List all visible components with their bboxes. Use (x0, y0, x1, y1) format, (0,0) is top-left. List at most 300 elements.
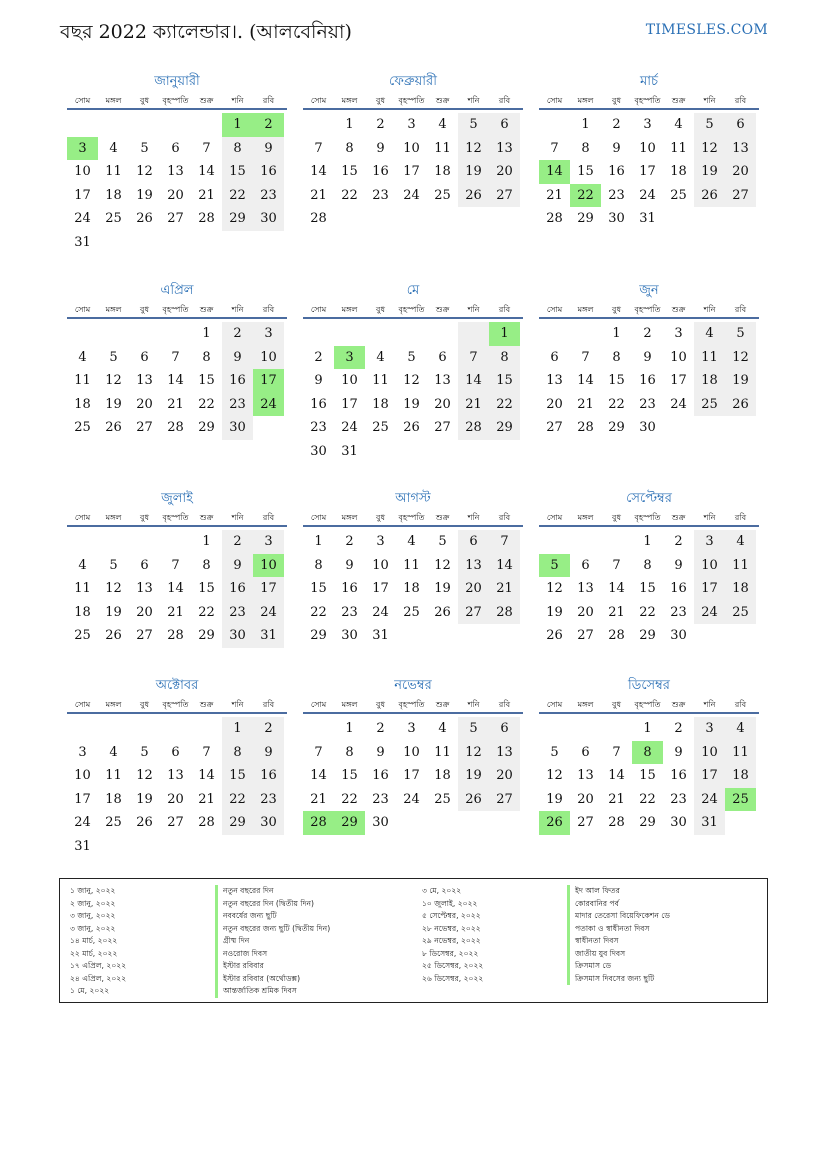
day-cell: 5 (140, 744, 149, 760)
month-block (67, 281, 287, 440)
day-cell: 12 (136, 164, 153, 179)
day-cell: 2 (674, 721, 683, 736)
day-cell: 25 (403, 604, 420, 620)
weekday-label: সোম (74, 305, 91, 314)
day-cell: 2 (222, 530, 253, 554)
weekday-header (303, 92, 523, 110)
day-cell: 7 (458, 346, 489, 370)
day-grid (303, 113, 523, 231)
day-cell: 18 (372, 396, 389, 412)
day-cell: 29 (222, 207, 253, 231)
day-cell: 3 (334, 346, 365, 370)
day-cell: 16 (253, 160, 284, 184)
month-name: নভেম্বর (394, 678, 432, 693)
day-cell: 23 (670, 604, 687, 620)
month-name: জানুয়ারী (154, 74, 200, 89)
empty-day-cell (334, 322, 365, 346)
day-cell: 9 (674, 744, 683, 760)
weekday-label: বুধ (612, 96, 621, 105)
day-cell: 29 (489, 416, 520, 440)
weekday-label: মঙ্গল (105, 513, 122, 522)
day-cell: 17 (253, 577, 284, 601)
day-cell: 25 (372, 420, 389, 435)
weekday-label: শুক্র (435, 305, 450, 314)
day-cell: 23 (341, 604, 358, 620)
weekday-label: বুধ (376, 700, 385, 709)
day-cell: 18 (725, 577, 756, 601)
day-cell: 17 (403, 768, 420, 783)
day-cell: 26 (725, 393, 756, 417)
empty-day-cell (303, 322, 334, 346)
empty-day-cell (67, 113, 98, 137)
day-cell: 20 (577, 604, 594, 620)
day-cell: 15 (489, 369, 520, 393)
weekday-label: রবি (498, 513, 511, 522)
day-cell: 31 (253, 624, 284, 648)
day-cell: 10 (74, 164, 91, 179)
day-cell: 29 (198, 420, 215, 435)
empty-day-cell (129, 530, 160, 554)
day-cell: 23 (253, 788, 284, 812)
day-cell: 13 (167, 164, 184, 179)
day-cell: 5 (458, 113, 489, 137)
day-cell: 6 (489, 717, 520, 741)
day-cell: 8 (581, 140, 590, 156)
day-cell: 30 (341, 628, 358, 643)
day-cell: 1 (643, 721, 652, 736)
day-cell: 24 (74, 211, 91, 226)
day-cell: 24 (253, 393, 284, 417)
holiday-date: ১৪ মার্চ, ২০২২ (70, 936, 118, 945)
day-cell: 19 (136, 791, 153, 807)
weekday-label: শুক্র (435, 96, 450, 105)
day-grid (539, 113, 759, 231)
day-cell: 16 (341, 581, 358, 596)
empty-day-cell (570, 717, 601, 741)
empty-day-cell (98, 530, 129, 554)
holiday-name: গ্রীষ্ম দিন (215, 935, 330, 948)
day-cell: 25 (725, 788, 756, 812)
day-cell: 11 (670, 140, 687, 156)
month-block (303, 489, 523, 648)
day-cell: 2 (253, 113, 284, 137)
month-block (539, 281, 759, 440)
day-cell: 17 (372, 581, 389, 596)
day-cell: 18 (105, 187, 122, 203)
day-cell: 5 (109, 349, 118, 365)
day-cell: 20 (725, 160, 756, 184)
day-cell: 11 (403, 557, 420, 573)
weekday-label: শুক্র (435, 513, 450, 522)
day-cell: 10 (372, 557, 389, 573)
day-cell: 5 (550, 744, 559, 760)
day-cell: 26 (539, 811, 570, 835)
day-grid (67, 530, 287, 648)
day-cell: 2 (345, 534, 354, 549)
month-name: ডিসেম্বর (628, 678, 670, 693)
day-cell: 16 (670, 581, 687, 596)
day-cell: 12 (136, 768, 153, 783)
day-cell: 3 (407, 117, 416, 132)
weekday-label: সোম (310, 305, 327, 314)
day-cell: 7 (550, 140, 559, 156)
day-cell: 13 (136, 581, 153, 596)
empty-day-cell (129, 322, 160, 346)
day-cell: 4 (438, 721, 447, 736)
weekday-label: মঙ্গল (341, 513, 358, 522)
weekday-label: বৃহস্পতি (634, 700, 661, 709)
day-cell: 14 (167, 373, 184, 388)
day-cell: 17 (341, 396, 358, 412)
weekday-label: বুধ (140, 96, 149, 105)
day-cell: 1 (345, 117, 354, 132)
day-cell: 15 (310, 581, 327, 596)
day-cell: 16 (222, 369, 253, 393)
day-cell: 23 (222, 601, 253, 625)
day-cell: 30 (253, 207, 284, 231)
day-cell: 1 (314, 534, 323, 549)
day-cell: 23 (222, 393, 253, 417)
day-cell: 15 (222, 160, 253, 184)
weekday-label: শনি (231, 305, 244, 314)
day-cell: 7 (612, 744, 621, 760)
day-cell: 18 (74, 604, 91, 620)
day-cell: 12 (105, 373, 122, 388)
day-cell: 9 (314, 373, 323, 388)
weekday-label: বৃহস্পতি (162, 96, 189, 105)
empty-day-cell (160, 113, 191, 137)
holiday-names-col-2 (567, 885, 670, 985)
holiday-name: ক্রিসমাস দিবসের জন্য ছুটি (567, 973, 670, 986)
weekday-header (67, 696, 287, 714)
day-cell: 26 (546, 628, 563, 643)
weekday-label: শনি (231, 513, 244, 522)
empty-day-cell (539, 530, 570, 554)
weekday-label: রবি (734, 96, 747, 105)
weekday-label: সোম (74, 513, 91, 522)
weekday-label: রবি (262, 96, 275, 105)
day-cell: 16 (253, 764, 284, 788)
day-cell: 14 (310, 164, 327, 179)
day-cell: 26 (434, 604, 451, 620)
day-cell: 17 (74, 187, 91, 203)
day-cell: 28 (489, 601, 520, 625)
day-cell: 10 (403, 744, 420, 760)
month-block (67, 676, 287, 858)
day-cell: 7 (314, 744, 323, 760)
empty-day-cell (98, 113, 129, 137)
day-cell: 19 (725, 369, 756, 393)
month-name: এপ্রিল (160, 283, 194, 298)
empty-day-cell (160, 322, 191, 346)
day-cell: 13 (546, 373, 563, 388)
day-cell: 10 (341, 373, 358, 388)
day-cell: 17 (253, 369, 284, 393)
day-cell: 25 (434, 187, 451, 203)
page-title: বছর 2022 ক্যালেন্ডার।. (আলবেনিয়া) (60, 21, 352, 43)
day-cell: 6 (458, 530, 489, 554)
day-cell: 8 (345, 744, 354, 760)
day-cell: 13 (489, 741, 520, 765)
brand-link[interactable]: TIMESLES.COM (645, 22, 768, 38)
day-cell: 17 (74, 791, 91, 807)
holiday-date: ১ মে, ২০২২ (70, 986, 110, 995)
day-cell: 26 (458, 788, 489, 812)
weekday-header (539, 696, 759, 714)
day-cell: 22 (341, 187, 358, 203)
day-cell: 27 (167, 211, 184, 226)
day-cell: 28 (608, 628, 625, 643)
weekday-label: মঙ্গল (105, 305, 122, 314)
day-cell: 11 (694, 346, 725, 370)
weekday-label: মঙ্গল (341, 96, 358, 105)
day-cell: 4 (78, 349, 87, 365)
day-cell: 3 (694, 530, 725, 554)
day-cell: 10 (670, 349, 687, 365)
day-cell: 29 (608, 420, 625, 435)
day-cell: 11 (74, 581, 91, 596)
day-cell: 19 (403, 396, 420, 412)
day-grid (539, 717, 759, 835)
day-cell: 23 (639, 396, 656, 412)
day-cell: 17 (639, 164, 656, 179)
day-cell: 22 (310, 604, 327, 620)
day-cell: 29 (639, 815, 656, 830)
day-cell: 21 (608, 604, 625, 620)
day-cell: 26 (136, 211, 153, 226)
day-cell: 5 (109, 557, 118, 573)
weekday-label: রবি (498, 305, 511, 314)
day-cell: 24 (639, 187, 656, 203)
day-cell: 13 (434, 373, 451, 388)
weekday-header (539, 92, 759, 110)
day-cell: 6 (581, 744, 590, 760)
weekday-label: রবি (734, 700, 747, 709)
day-cell: 27 (136, 628, 153, 643)
day-cell: 7 (171, 557, 180, 573)
day-cell: 9 (376, 140, 385, 156)
empty-day-cell (98, 717, 129, 741)
day-cell: 8 (202, 349, 211, 365)
day-cell: 31 (74, 838, 91, 854)
day-cell: 16 (670, 768, 687, 783)
month-name: সেপ্টেম্বর (626, 491, 672, 506)
day-cell: 11 (434, 744, 451, 760)
weekday-header (303, 301, 523, 319)
day-cell: 23 (670, 791, 687, 807)
day-cell: 26 (458, 184, 489, 208)
holiday-name: নতুন বছরের দিন (215, 885, 330, 898)
day-cell: 6 (581, 557, 590, 573)
day-cell: 13 (167, 768, 184, 783)
day-cell: 21 (167, 604, 184, 620)
day-cell: 15 (608, 373, 625, 388)
day-cell: 9 (376, 744, 385, 760)
weekday-label: শনি (467, 513, 480, 522)
day-cell: 25 (434, 791, 451, 807)
day-cell: 9 (612, 140, 621, 156)
day-cell: 29 (198, 628, 215, 643)
holiday-date: ২৯ নভেম্বর, ২০২২ (422, 936, 481, 945)
day-cell: 6 (550, 349, 559, 365)
day-cell: 22 (222, 788, 253, 812)
day-cell: 19 (458, 764, 489, 788)
month-name: ফেব্রুয়ারী (389, 74, 437, 89)
day-cell: 6 (140, 557, 149, 573)
weekday-label: শনি (467, 96, 480, 105)
day-cell: 12 (434, 557, 451, 573)
day-cell: 2 (253, 717, 284, 741)
empty-day-cell (160, 530, 191, 554)
day-grid (539, 322, 759, 440)
day-cell: 18 (105, 791, 122, 807)
day-cell: 21 (198, 791, 215, 807)
weekday-label: শুক্র (199, 96, 214, 105)
month-block (539, 489, 759, 648)
day-cell: 27 (546, 420, 563, 435)
day-cell: 16 (222, 577, 253, 601)
empty-day-cell (191, 113, 222, 137)
day-cell: 2 (376, 117, 385, 132)
day-cell: 10 (253, 346, 284, 370)
day-cell: 28 (303, 811, 334, 835)
weekday-label: বুধ (376, 513, 385, 522)
day-cell: 19 (105, 396, 122, 412)
weekday-label: রবি (498, 700, 511, 709)
day-cell: 30 (670, 815, 687, 830)
day-cell: 5 (694, 113, 725, 137)
empty-day-cell (129, 717, 160, 741)
holiday-date: ১ জানু, ২০২২ (70, 886, 116, 895)
holiday-name: আন্তর্জাতিক শ্রমিক দিবস (215, 985, 330, 998)
day-cell: 4 (109, 744, 118, 760)
weekday-label: বুধ (376, 305, 385, 314)
empty-day-cell (160, 717, 191, 741)
holiday-name: পতাকা ও স্বাধীনতা দিবস (567, 923, 670, 936)
empty-day-cell (458, 322, 489, 346)
day-cell: 7 (314, 140, 323, 156)
day-cell: 5 (725, 322, 756, 346)
month-block (67, 72, 287, 254)
day-cell: 10 (403, 140, 420, 156)
day-cell: 21 (198, 187, 215, 203)
day-cell: 23 (372, 187, 389, 203)
day-cell: 9 (222, 346, 253, 370)
weekday-label: বৃহস্পতি (398, 96, 425, 105)
day-cell: 17 (694, 764, 725, 788)
weekday-label: সোম (546, 513, 563, 522)
day-cell: 11 (105, 164, 122, 179)
day-cell: 30 (608, 211, 625, 226)
weekday-label: বৃহস্পতি (634, 305, 661, 314)
day-cell: 20 (136, 604, 153, 620)
holiday-name: মাদার তেরেসা বিয়েফিকেশন ডে (567, 910, 670, 923)
holiday-name: ইস্টার রবিবার (215, 960, 330, 973)
day-cell: 3 (67, 137, 98, 161)
day-cell: 15 (198, 581, 215, 596)
day-cell: 18 (725, 764, 756, 788)
day-cell: 11 (105, 768, 122, 783)
day-cell: 24 (694, 601, 725, 625)
day-cell: 26 (403, 420, 420, 435)
day-cell: 24 (253, 601, 284, 625)
holiday-date: ২২ মার্চ, ২০২২ (70, 948, 118, 958)
day-grid (67, 322, 287, 440)
day-cell: 17 (670, 373, 687, 388)
day-cell: 12 (546, 581, 563, 596)
day-cell: 6 (171, 140, 180, 156)
empty-day-cell (570, 530, 601, 554)
day-cell: 17 (694, 577, 725, 601)
day-cell: 18 (670, 164, 687, 179)
holiday-name: ইস্টার রবিবার (অর্থোডক্স) (215, 973, 330, 986)
holiday-date: ২৫ ডিসেম্বর, ২০২২ (422, 961, 484, 970)
day-cell: 3 (253, 322, 284, 346)
day-grid (539, 530, 759, 648)
day-cell: 29 (639, 628, 656, 643)
day-cell: 3 (643, 117, 652, 132)
day-cell: 15 (341, 164, 358, 179)
weekday-label: বৃহস্পতি (398, 513, 425, 522)
day-cell: 29 (310, 628, 327, 643)
empty-day-cell (539, 717, 570, 741)
day-grid (303, 322, 523, 463)
day-cell: 4 (109, 140, 118, 156)
weekday-label: বৃহস্পতি (634, 96, 661, 105)
empty-day-cell (98, 322, 129, 346)
weekday-header (67, 509, 287, 527)
day-cell: 28 (198, 211, 215, 226)
weekday-label: রবি (734, 305, 747, 314)
day-cell: 19 (136, 187, 153, 203)
day-cell: 26 (136, 815, 153, 830)
day-cell: 16 (639, 373, 656, 388)
day-cell: 14 (608, 768, 625, 783)
weekday-label: রবি (498, 96, 511, 105)
day-cell: 20 (167, 187, 184, 203)
day-cell: 18 (694, 369, 725, 393)
day-cell: 1 (202, 326, 211, 341)
day-cell: 21 (608, 791, 625, 807)
empty-day-cell (539, 322, 570, 346)
day-cell: 12 (105, 581, 122, 596)
day-cell: 11 (372, 373, 389, 388)
day-cell: 12 (546, 768, 563, 783)
weekday-label: শনি (703, 700, 716, 709)
holiday-name: নওরোজ দিবস (215, 948, 330, 961)
day-cell: 19 (105, 604, 122, 620)
day-cell: 20 (546, 396, 563, 412)
day-cell: 28 (546, 211, 563, 226)
day-cell: 10 (74, 768, 91, 783)
day-cell: 12 (725, 346, 756, 370)
day-cell: 1 (202, 534, 211, 549)
day-cell: 19 (694, 160, 725, 184)
day-cell: 2 (643, 326, 652, 341)
holiday-name: ইদ আল ফিতর (567, 885, 670, 898)
day-cell: 23 (608, 187, 625, 203)
holiday-date: ৩ মে, ২০২২ (422, 886, 462, 895)
weekday-label: সোম (74, 96, 91, 105)
empty-day-cell (67, 322, 98, 346)
day-cell: 9 (222, 554, 253, 578)
day-cell: 30 (253, 811, 284, 835)
day-cell: 4 (78, 557, 87, 573)
holiday-list (59, 878, 768, 1003)
weekday-label: শনি (467, 305, 480, 314)
weekday-label: বুধ (612, 513, 621, 522)
empty-day-cell (427, 322, 458, 346)
